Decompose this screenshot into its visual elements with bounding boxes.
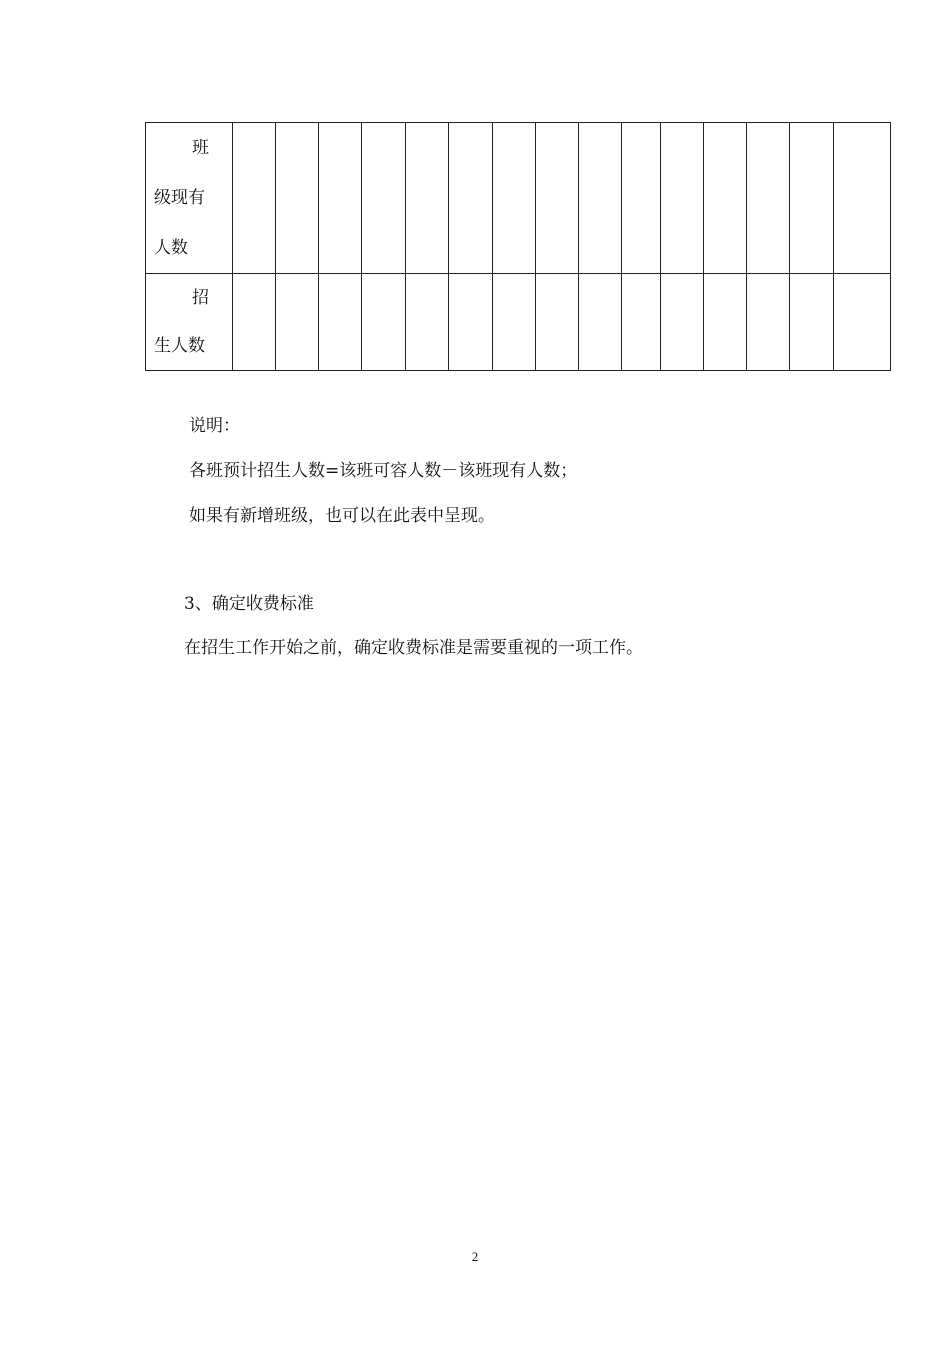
section-title: 3、确定收费标准 <box>184 594 314 614</box>
table-cell <box>579 123 622 274</box>
table-cell <box>406 123 449 274</box>
table-cell <box>233 274 276 371</box>
table-cell <box>747 123 790 274</box>
notes-line-new-class: 如果有新增班级，也可以在此表中呈现。 <box>189 506 495 526</box>
table-cell <box>493 274 536 371</box>
label-line: 人数 <box>154 238 188 258</box>
table-row-enroll-count <box>146 274 891 371</box>
table-cell <box>319 123 362 274</box>
table-cell <box>233 123 276 274</box>
table-cell <box>622 123 661 274</box>
notes-line-formula: 各班预计招生人数=该班可容人数－该班现有人数； <box>189 461 578 481</box>
page-number: 2 <box>471 1249 479 1264</box>
section-body: 在招生工作开始之前，确定收费标准是需要重视的一项工作。 <box>184 638 643 658</box>
table-cell <box>834 274 891 371</box>
table-cell <box>622 274 661 371</box>
table-cell <box>661 274 704 371</box>
table-cell <box>406 274 449 371</box>
table-cell <box>536 274 579 371</box>
table-cell <box>704 274 747 371</box>
table-cell <box>449 274 493 371</box>
table-cell <box>362 274 406 371</box>
table-cell <box>661 123 704 274</box>
table-cell <box>747 274 790 371</box>
notes-heading: 说明： <box>189 416 240 436</box>
table-cell <box>579 274 622 371</box>
label-line: 生人数 <box>154 336 205 356</box>
table-cell <box>790 123 834 274</box>
table-cell <box>834 123 891 274</box>
enrollment-table <box>145 122 891 371</box>
table-cell <box>319 274 362 371</box>
row-label-enroll-count <box>146 274 233 371</box>
label-line: 级现有 <box>154 188 205 208</box>
table-cell <box>704 123 747 274</box>
table-cell <box>276 123 319 274</box>
table-cell <box>449 123 493 274</box>
table-cell <box>493 123 536 274</box>
row-label-current-count <box>146 123 233 274</box>
table-cell <box>790 274 834 371</box>
table-cell <box>536 123 579 274</box>
table-cell <box>276 274 319 371</box>
table-row-current-count <box>146 123 891 274</box>
table-cell <box>362 123 406 274</box>
label-line: 班 <box>192 138 209 158</box>
label-line: 招 <box>192 288 209 308</box>
